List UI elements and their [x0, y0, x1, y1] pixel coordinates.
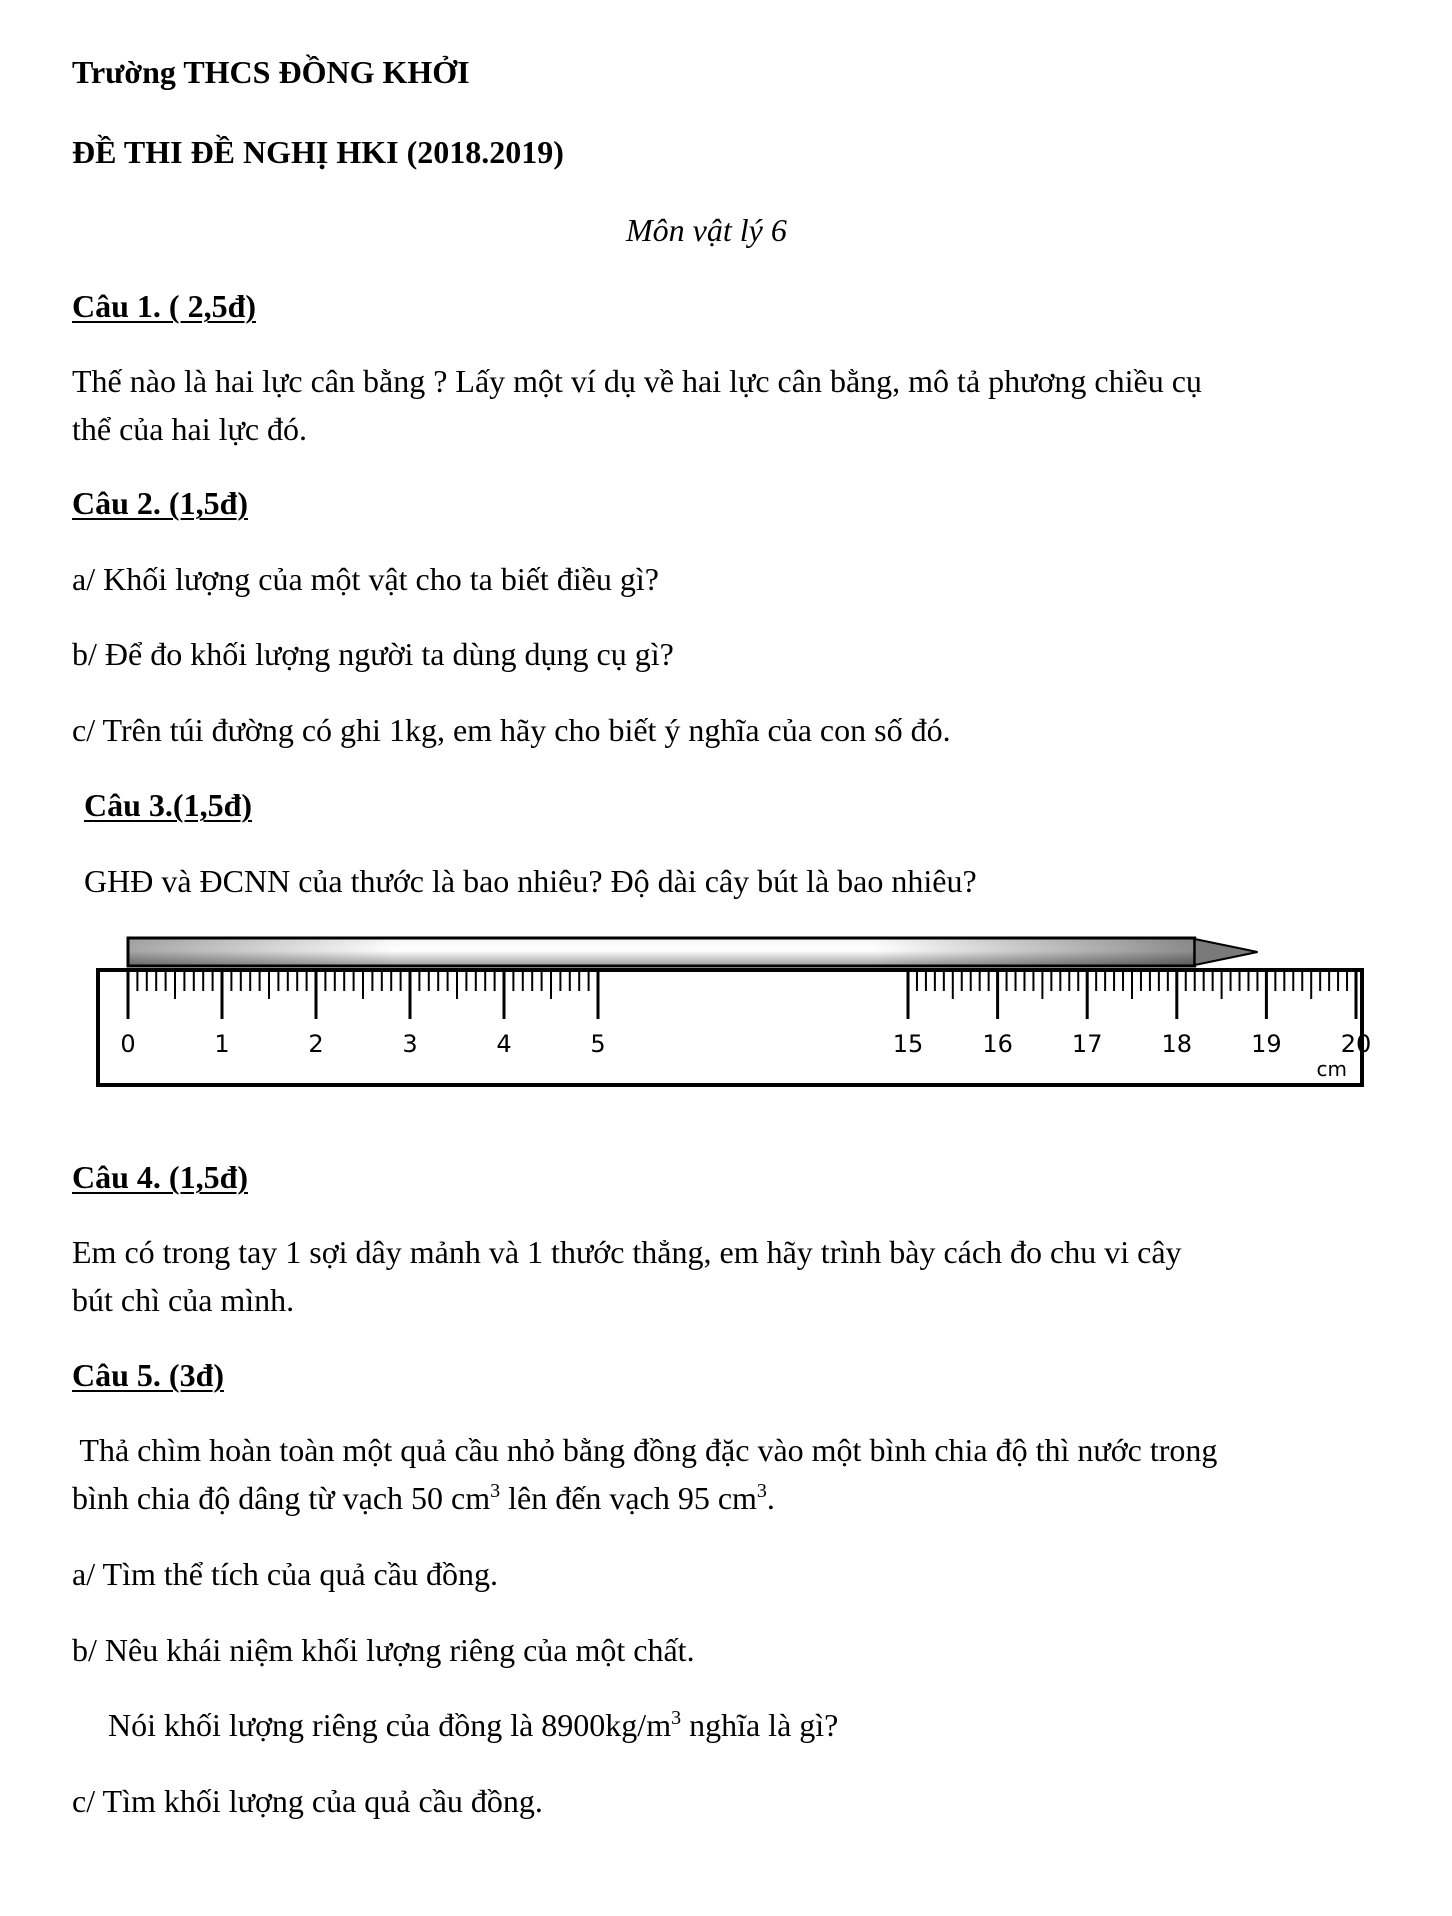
question-5-text-line-1: Thả chìm hoàn toàn một quả cầu nhỏ bằng đồng đặc vào một bình chia độ thì nước trong [72, 1432, 1218, 1468]
question-5-line-2-part-2: lên đến vạch 95 cm [500, 1480, 757, 1516]
ruler-label: 17 [1071, 1030, 1103, 1058]
question-2-heading: Câu 2. (1,5đ) [72, 485, 249, 521]
question-1-heading: Câu 1. ( 2,5đ) [72, 288, 257, 324]
question-5-line-2-part-3: . [766, 1480, 775, 1516]
question-5-part-b: b/ Nêu khái niệm khối lượng riêng của một chất. [72, 1632, 695, 1668]
question-5-part-b-2 [108, 1705, 838, 1745]
question-5-line-2-part-1: bình chia độ dâng từ vạch 50 cm [72, 1480, 491, 1516]
question-3-text: GHĐ và ĐCNN của thước là bao nhiêu? Độ dài cây bút là bao nhiêu? [84, 863, 977, 899]
ruler-label: 5 [590, 1030, 606, 1058]
question-4-text-line-2: bút chì của mình. [72, 1282, 295, 1318]
question-5-part-a: a/ Tìm thể tích của quả cầu đồng. [72, 1556, 498, 1592]
pen [128, 938, 1258, 966]
ruler-label: 0 [120, 1030, 136, 1058]
question-1-text-line-2: thể của hai lực đó. [72, 411, 308, 447]
ruler-label: 18 [1161, 1030, 1193, 1058]
ruler-label: 2 [308, 1030, 324, 1058]
question-5-part-c: c/ Tìm khối lượng của quả cầu đồng. [72, 1783, 543, 1819]
pen-shading [128, 939, 1195, 965]
question-2-part-a: a/ Khối lượng của một vật cho ta biết điều gì? [72, 561, 659, 597]
question-5-heading: Câu 5. (3đ) [72, 1357, 225, 1393]
question-2-part-c: c/ Trên túi đường có ghi 1kg, em hãy cho biết ý nghĩa của con số đó. [72, 712, 951, 748]
ruler-label: 3 [402, 1030, 418, 1058]
subject-line: Môn vật lý 6 [626, 212, 787, 248]
question-5-text-line-2 [72, 1478, 775, 1518]
question-2-part-b: b/ Để đo khối lượng người ta dùng dụng cụ gì? [72, 636, 674, 672]
ruler-label: 19 [1251, 1030, 1282, 1058]
ruler-and-pen-figure [90, 935, 1390, 1110]
ruler-unit-label: cm [1316, 1057, 1347, 1081]
school-name: Trường THCS ĐỒNG KHỞI [72, 54, 470, 90]
ruler-label: 20 [1340, 1030, 1372, 1058]
ruler-label: 15 [892, 1030, 924, 1058]
question-4-heading: Câu 4. (1,5đ) [72, 1159, 249, 1195]
question-5-part-b-2-text-end: nghĩa là gì? [681, 1707, 839, 1743]
superscript-3: 3 [671, 1707, 682, 1729]
exam-title: ĐỀ THI ĐỀ NGHỊ HKI (2018.2019) [72, 134, 564, 170]
question-4-text-line-1: Em có trong tay 1 sợi dây mảnh và 1 thước thẳng, em hãy trình bày cách đo chu vi cây [72, 1234, 1182, 1270]
ruler-label: 16 [982, 1030, 1013, 1058]
question-5-part-b-2-text: Nói khối lượng riêng của đồng là 8900kg/m [108, 1707, 672, 1743]
superscript-3: 3 [490, 1480, 501, 1502]
ruler-label: 1 [214, 1030, 230, 1058]
pen-tip [1195, 939, 1258, 965]
superscript-3: 3 [756, 1480, 767, 1502]
question-3-heading: Câu 3.(1,5đ) [84, 787, 253, 823]
question-1-text-line-1: Thế nào là hai lực cân bằng ? Lấy một ví dụ về hai lực cân bằng, mô tả phương chiều cụ [72, 363, 1202, 399]
ruler-label: 4 [496, 1030, 512, 1058]
